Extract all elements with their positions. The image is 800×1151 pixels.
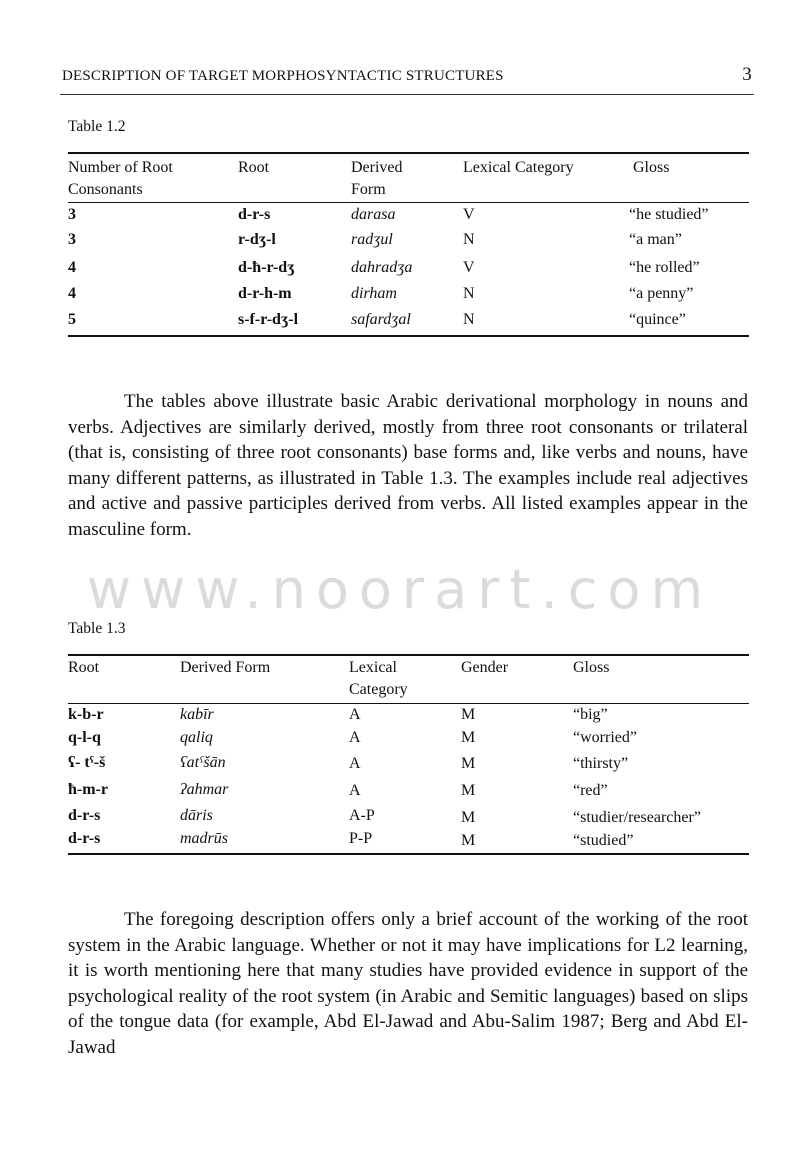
cell-count: 3 — [68, 206, 76, 223]
column-header-gloss: Gloss — [633, 159, 670, 176]
column-header-root: Root — [238, 159, 270, 176]
cell-gloss: “thirsty” — [573, 755, 629, 772]
cell-count: 4 — [68, 285, 76, 302]
cell-category: A — [349, 729, 361, 746]
cell-derived: kabīr — [180, 706, 214, 723]
cell-root: d-ħ-r-dʒ — [238, 259, 295, 276]
watermark-text: www.noorart.com — [86, 558, 714, 621]
cell-gloss: “worried” — [573, 729, 637, 746]
cell-root: s-f-r-dʒ-l — [238, 311, 299, 328]
cell-derived: dirham — [351, 285, 397, 302]
cell-count: 5 — [68, 311, 76, 328]
cell-category: N — [463, 285, 475, 302]
body-paragraph: The tables above illustrate basic Arabic derivational morphology in nouns and verbs. Adjectives are similarly derived, mostly from three root consonants or trilateral (that is, consisting of three root consonants) base forms and, like verbs and nouns, have many different patterns, as illustrated in Table 1.3. The examples include real adjectives and active and passive participles derived from verbs. All listed examples appear in the masculine form. — [68, 391, 748, 540]
cell-count: 4 — [68, 259, 76, 276]
column-header-gender: Gender — [461, 659, 509, 676]
cell-category: A — [349, 755, 361, 772]
cell-gender: M — [461, 706, 476, 723]
cell-gender: M — [461, 832, 476, 849]
cell-category: V — [463, 259, 475, 276]
cell-root: ʕ- tˤ-š — [68, 754, 106, 771]
cell-count: 3 — [68, 231, 76, 248]
cell-gloss: “red” — [573, 782, 608, 799]
column-header-derived: Derived Form — [351, 159, 403, 198]
column-header-gloss: Gloss — [573, 659, 610, 676]
cell-derived: dahradʒa — [351, 259, 413, 276]
table-1-2-caption: Table 1.2 — [68, 118, 126, 135]
cell-gloss: “quince” — [629, 311, 686, 328]
cell-root: d-r-s — [68, 830, 101, 847]
running-head-title: DESCRIPTION OF TARGET MORPHOSYNTACTIC STRUCTURES — [62, 68, 504, 84]
cell-root: ħ-m-r — [68, 781, 108, 798]
table-1-3 — [68, 654, 749, 859]
page-number: 3 — [742, 64, 752, 85]
table-rule-top — [68, 152, 749, 154]
cell-root: d-r-s — [238, 206, 271, 223]
cell-gender: M — [461, 782, 476, 799]
cell-category: A — [349, 706, 361, 723]
cell-derived: ʕatˤšān — [180, 754, 226, 771]
cell-gloss: “big” — [573, 706, 608, 723]
table-rule-header — [68, 202, 749, 203]
table-1-3-caption: Table 1.3 — [68, 620, 126, 637]
cell-gloss: “a penny” — [629, 285, 694, 302]
cell-root: q-l-q — [68, 729, 101, 746]
cell-derived: radʒul — [351, 231, 393, 248]
cell-category: V — [463, 206, 475, 223]
cell-gloss: “a man” — [629, 231, 682, 248]
table-rule-bottom — [68, 853, 749, 855]
column-header-count: Number of Root Consonants — [68, 159, 173, 198]
body-paragraph: The foregoing description offers only a brief account of the working of the root system in the Arabic language. Whether or not it may have implications for L2 learning, it is worth mentioning here that many studies have provided evidence in support of the psychological reality of the root system (in Arabic and Semitic languages) based on slips of the tongue data (for example, Abd El-Jawad and Abu-Salim 1987; Berg and Abd El-Jawad — [68, 909, 748, 1058]
cell-derived: madrūs — [180, 830, 229, 847]
cell-category: N — [463, 231, 475, 248]
cell-category: A-P — [349, 807, 375, 824]
cell-derived: safardʒal — [351, 311, 411, 328]
cell-gender: M — [461, 729, 476, 746]
cell-category: P-P — [349, 830, 373, 847]
cell-root: d-r-h-m — [238, 285, 292, 302]
cell-root: r-dʒ-l — [238, 231, 276, 248]
cell-derived: dāris — [180, 807, 213, 824]
cell-root: k-b-r — [68, 706, 104, 723]
running-head — [62, 64, 752, 85]
cell-derived: ʔahmar — [180, 781, 229, 798]
cell-gloss: “studier/researcher” — [573, 809, 701, 826]
cell-derived: qaliq — [180, 729, 213, 746]
cell-gender: M — [461, 809, 476, 826]
cell-gloss: “studied” — [573, 832, 634, 849]
column-header-category: Lexical Category — [463, 159, 574, 176]
cell-gender: M — [461, 755, 476, 772]
header-rule — [60, 94, 754, 95]
table-rule-bottom — [68, 335, 749, 337]
cell-gloss: “he rolled” — [629, 259, 700, 276]
cell-category: A — [349, 782, 361, 799]
cell-root: d-r-s — [68, 807, 101, 824]
cell-gloss: “he studied” — [629, 206, 709, 223]
table-rule-header — [68, 703, 749, 704]
cell-derived: darasa — [351, 206, 396, 223]
table-1-2 — [68, 152, 749, 342]
column-header-category: Lexical Category — [349, 659, 408, 698]
table-rule-top — [68, 654, 749, 656]
cell-category: N — [463, 311, 475, 328]
column-header-root: Root — [68, 659, 100, 676]
column-header-derived: Derived Form — [180, 659, 271, 676]
